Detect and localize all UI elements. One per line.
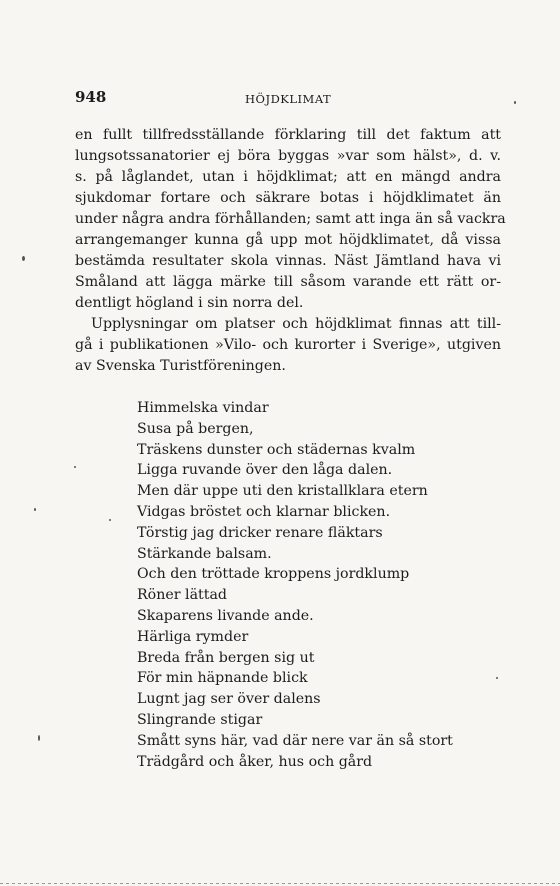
poem-line: Lugnt jag ser över dalens <box>137 691 321 708</box>
poem-line: Smått syns här, vad där nere var än så stort <box>137 732 453 749</box>
running-head: HÖJDKLIMAT <box>245 92 332 106</box>
poem-line: Trädgård och åker, hus och gård <box>137 753 373 770</box>
text-line: sjukdomar fortare och säkrare botas i höjdklimatet än <box>75 190 501 206</box>
poem-line: Stärkande balsam. <box>137 545 272 562</box>
poem-line: Träskens dunster och städernas kvalm <box>137 441 416 458</box>
text-line: arrangemanger kunna gå upp mot höjdklimatet, då vissa <box>75 232 501 248</box>
page-edge <box>0 883 560 884</box>
poem-line: Ligga ruvande över den låga dalen. <box>137 462 393 479</box>
poem-line: Slingrande stigar <box>137 711 263 728</box>
poem-line: Men där uppe uti den kristallklara etern <box>137 483 428 500</box>
scan-speck <box>22 256 25 261</box>
text-line: av Svenska Turistföreningen. <box>75 358 286 374</box>
text-line: s. på låglandet, utan i höjdklimat; att en mängd andra <box>75 169 501 185</box>
poem-line: Röner lättad <box>137 587 227 604</box>
text-line: Småland att lägga märke till såsom varande ett rätt or- <box>75 274 501 290</box>
text-line: en fullt tillfredsställande förklaring till det faktum att <box>75 127 501 143</box>
poem-line: Törstig jag dricker renare fläktars <box>137 524 383 541</box>
text-line: gå i publikationen »Vilo- och kurorter i Sverige», utgiven <box>75 337 501 353</box>
poem-line: Och den tröttade kroppens jordklump <box>137 566 410 583</box>
text-line: Upplysningar om platser och höjdklimat finnas att till- <box>91 316 501 332</box>
poem-line: Vidgas bröstet och klarnar blicken. <box>137 503 391 520</box>
scan-speck <box>109 519 111 521</box>
text-line: bestämda resultater skola vinnas. Näst Jämtland hava vi <box>75 253 501 269</box>
text-line: lungsotssanatorier ej böra byggas »var som hälst», d. v. <box>75 148 501 164</box>
paragraph-1 <box>75 125 506 314</box>
page-number: 948 <box>75 88 107 106</box>
poem-line: Skaparens livande ande. <box>137 607 314 624</box>
scan-speck <box>34 508 36 511</box>
text-line: dentligt högland i sin norra del. <box>75 295 304 311</box>
scan-speck <box>514 101 516 104</box>
poem <box>137 398 453 772</box>
poem-line: Susa på bergen, <box>137 420 254 437</box>
poem-line: Breda från bergen sig ut <box>137 649 315 666</box>
text-line: under några andra förhållanden; samt att inga än så vackra <box>75 211 506 227</box>
scan-speck <box>74 466 76 468</box>
poem-line: Härliga rymder <box>137 628 249 645</box>
poem-line: Himmelska vindar <box>137 400 269 416</box>
scan-speck <box>38 735 40 741</box>
paragraph-2 <box>75 314 501 377</box>
poem-line: För min häpnande blick <box>137 670 308 687</box>
scan-speck <box>496 677 498 679</box>
